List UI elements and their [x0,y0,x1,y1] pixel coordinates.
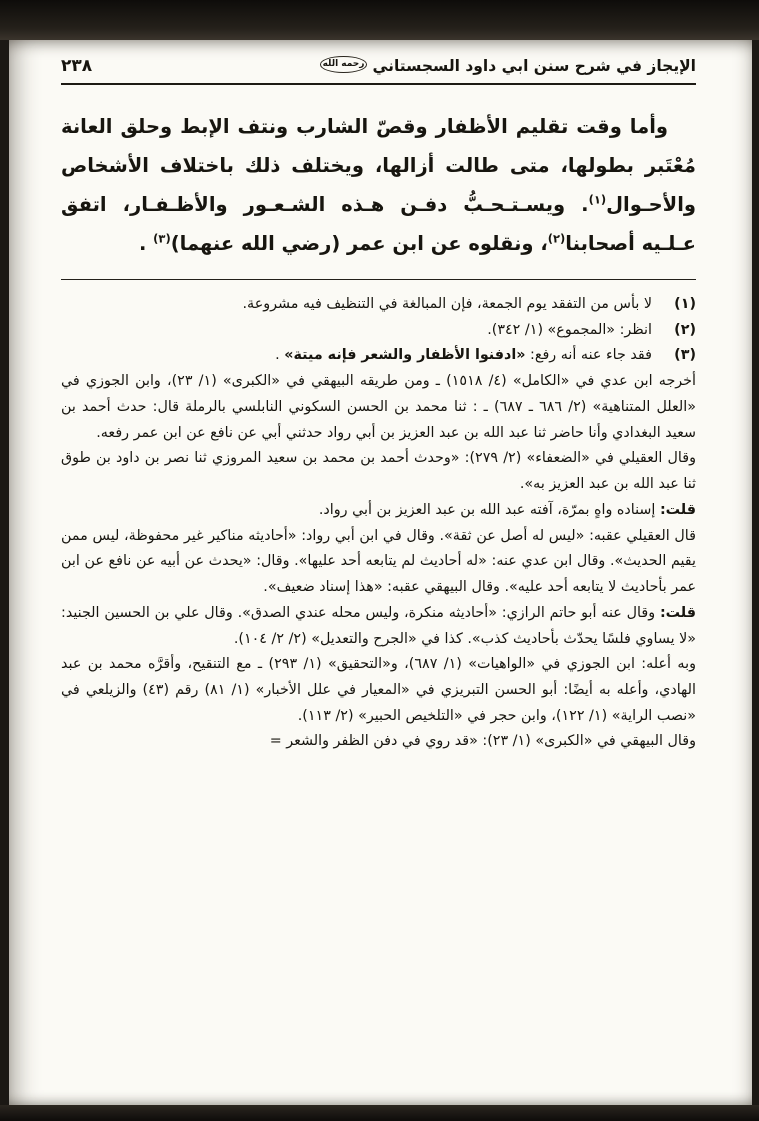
footnote-ref-2: (٢) [547,231,566,246]
body-segment-4: . [138,232,154,255]
book-page [9,40,752,1105]
footnote-lead: قلت: [659,604,696,621]
footnote-paragraph-text: وقال البيهقي في «الكبرى» (١/ ٢٣): «قد روي في دفن الظفر والشعر = [269,733,696,750]
footnote-paragraph [61,369,696,446]
footnote-paragraph [61,729,696,755]
footnote-item-1 [61,292,696,318]
body-paragraph [61,107,696,263]
footnote-marker-3: (٣) [674,347,696,364]
footnote-paragraph [61,498,696,524]
footnote-paragraph-text: وقال عنه أبو حاتم الرازي: «أحاديثه منكرة، وليس محله عندي الصدق». وقال علي بن الحسين الجنيد: «لا يساوي فلسًا يحدّث بأحاديث كذب». كذا في «الجرح والتعديل» (٢/ ٢/ ١٠٤). [61,604,696,647]
page-header [61,56,696,76]
footnote-paragraph-text: وبه أعله: ابن الجوزي في «الواهيات» (١/ ٦٨٧)، و«التحقيق» (١/ ٢٩٣) ـ مع التنقيح، وأقرَّه محمد بن عبد الهادي، وأعله به أيضًا: أبو الحسن التبريزي في «المعيار في علل الأخبار» (١/ ٨١) رقم (٤٣) والزيلعي في «نصب الراية» (١/ ١٢٢)، وابن حجر في «التلخيص الحبير» (٢/ ١١٣). [61,656,696,724]
footnote-ref-1: (١) [588,192,607,207]
footnote-marker-1: (١) [674,296,696,312]
honorific-mark: رحمه الله [320,56,368,73]
footnote-3-hadith: «ادفنوا الأظفار والشعر فإنه ميتة» [284,347,526,364]
footnote-text-1: لا بأس من التفقد يوم الجمعة، فإن المبالغة في التنظيف فيه مشروعة. [242,296,652,312]
footnote-paragraph [61,446,696,497]
footnote-paragraph-text: وقال العقيلي في «الضعفاء» (٢/ ٢٧٩): «وحدث أحمد بن محمد بن سعيد المروزي ثنا نصر بن داود بن طوق ثنا عبد الله بن عبد العزيز به». [61,450,696,493]
footnote-paragraph [61,601,696,652]
header-rule [61,83,696,85]
footnote-paragraph-text: إسناده واهٍ بمرّة، آفته عبد الله بن عبد العزيز بن أبي رواد. [318,501,660,518]
scan-edge-bottom [0,1105,759,1121]
body-segment-2: . ويسـتـحـبُّ دفـن هـذه الشـعـور والأظـفـار، اتفق عـلـيه أصحابنا [61,193,696,255]
footnote-paragraph [61,652,696,729]
footnote-3-prefix: فقد جاء عنه أنه رفع: [525,347,652,364]
footnote-ref-3: (٣) [153,231,171,246]
footnote-divider [61,279,696,280]
footnote-paragraph-text: أخرجه ابن عدي في «الكامل» (٤/ ١٥١٨) ـ ومن طريقه البيهقي في «الكبرى» (١/ ٢٣)، وابن الجوزي في «العلل المتناهية» (٢/ ٦٨٦ ـ ٦٨٧) ـ : ثنا محمد بن الحسن السكوني النابلسي بالرملة قال: حدث أحمد بن سعيد البغدادي وأنا حاضر ثنا عبد الله بن عبد العزيز بن أبي رواد حدثني أبي عن نافع عن ابن عمر رفعه. [61,373,696,441]
book-title: الإيجاز في شرح سنن ابي داود السجستاني [372,57,696,75]
body-text [61,107,696,263]
footnote-text-3 [61,343,652,369]
footnote-paragraph-text: قال العقيلي عقبه: «ليس له أصل عن ثقة». وقال في ابن أبي رواد: «أحاديثه مناكير غير محفوظة، ليس ممن يقيم الحديث». وقال ابن عدي عنه: «له أحاديث لم يتابعه أحد عليها». وقال: «يحدث عن أبيه عن نافع عن ابن عمر بأحاديث لا يتابعه أحد عليه». وقال البيهقي عقبه: «هذا إسناد ضعيف». [61,527,696,596]
footnote-3-suffix: . [275,347,285,364]
scan-edge-top [0,0,759,40]
body-segment-3: ، ونقلوه عن ابن عمر (رضي الله عنهما) [170,232,548,255]
footnote-item-2 [61,318,696,344]
page-number: ٢٣٨ [61,56,93,76]
footnotes-section [61,292,696,755]
body-segment-1: وأما وقت تقليم الأظفار وقصّ الشارب ونتف الإبط وحلق العانة مُعْتَبر بطولها، متى طالت أزالها، ويختلف ذلك باختلاف الأشخاص والأحـوال [61,115,696,216]
footnote-lead: قلت: [659,501,696,518]
footnote-item-3 [61,343,696,369]
footnote-paragraph [61,524,696,601]
footnote-text-2: انظر: «المجموع» (١/ ٣٤٢). [487,321,652,338]
footnote-marker-2: (٢) [674,321,696,338]
header-title-area [320,57,696,75]
